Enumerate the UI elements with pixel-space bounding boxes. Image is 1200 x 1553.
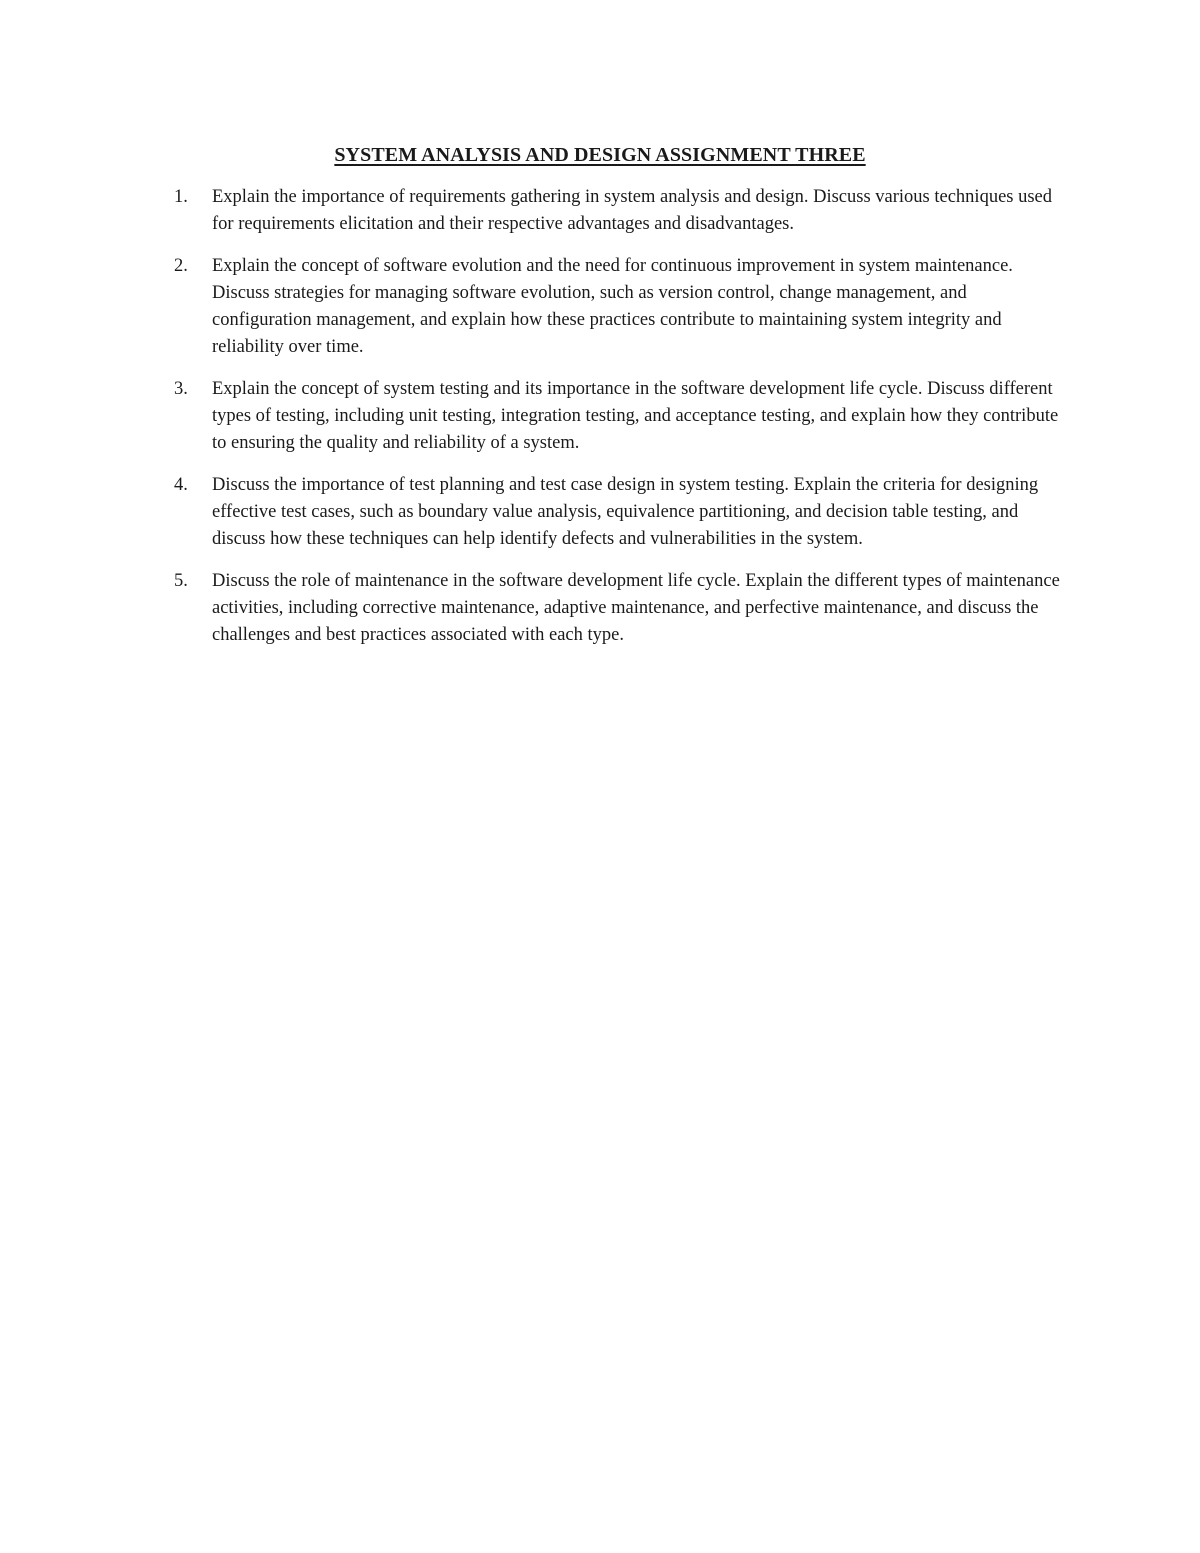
question-text: Explain the concept of software evolution and the need for continuous improvement in system maintenance. Discuss strategies for managing software evolution, such as version control, change management, and configuration management, and explain how these practices contribute to maintaining system integrity and reliability over time. [212, 256, 1013, 357]
list-item [0, 472, 1200, 553]
list-item [0, 253, 1200, 361]
question-text: Discuss the importance of test planning and test case design in system testing. Explain the criteria for designing effective test cases, such as boundary value analysis, equivalence partitioning, and decision table testing, and discuss how these techniques can help identify defects and vulnerabilities in the system. [212, 475, 1039, 549]
question-number: 3. [174, 379, 188, 399]
question-text: Discuss the role of maintenance in the software development life cycle. Explain the different types of maintenance activities, including corrective maintenance, adaptive maintenance, and perfective maintenance, and discuss the challenges and best practices associated with each type. [212, 571, 1060, 645]
question-list [0, 184, 1200, 664]
page-title: SYSTEM ANALYSIS AND DESIGN ASSIGNMENT THREE [334, 144, 866, 166]
list-item [0, 376, 1200, 457]
list-item [0, 184, 1200, 238]
question-text: Explain the concept of system testing and its importance in the software development life cycle. Discuss different types of testing, including unit testing, integration testing, and acceptance testing, and explain how they contribute to ensuring the quality and reliability of a system. [212, 379, 1059, 453]
list-item [0, 568, 1200, 649]
question-text: Explain the importance of requirements gathering in system analysis and design. Discuss various techniques used for requirements elicitation and their respective advantages and disadvantages. [212, 187, 1053, 234]
question-number: 4. [174, 475, 188, 495]
question-number: 1. [174, 187, 188, 207]
question-number: 5. [174, 571, 188, 591]
question-number: 2. [174, 256, 188, 276]
